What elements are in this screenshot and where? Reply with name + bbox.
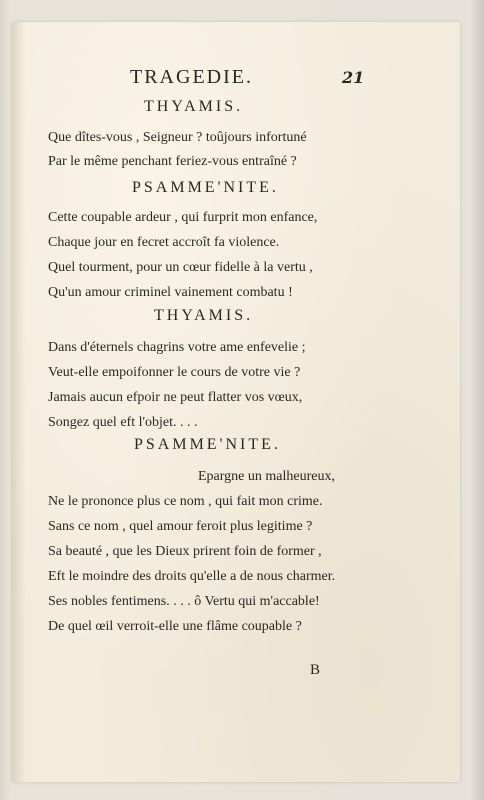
signature-mark: B (310, 662, 321, 678)
speaker-name: THYAMIS. (144, 98, 244, 115)
verse-line: Qu'un amour criminel vainement combatu ! (48, 285, 293, 300)
verse-line: Que dîtes-vous , Seigneur ? toûjours infortuné (48, 130, 307, 145)
page-number: 21 (342, 68, 365, 87)
verse-line: Epargne un malheureux, (198, 469, 335, 484)
verse-line: Chaque jour en fecret accroît fa violence. (48, 235, 280, 250)
speaker-name: THYAMIS. (154, 307, 254, 324)
verse-line: Sans ce nom , quel amour feroit plus legitime ? (48, 519, 313, 534)
book-page (12, 22, 460, 782)
verse-line: Dans d'éternels chagrins votre ame enfevelie ; (48, 340, 306, 355)
verse-line: Jamais aucun efpoir ne peut flatter vos vœux, (48, 390, 303, 405)
verse-line: Ses nobles fentimens. . . . ô Vertu qui m'accable! (48, 594, 320, 609)
speaker-name: PSAMME'NITE. (132, 179, 279, 196)
verse-line: De quel œil verroit-elle une flâme coupable ? (48, 619, 302, 634)
verse-line: Quel tourment, pour un cœur fidelle à la vertu , (48, 260, 313, 275)
verse-line: Eft le moindre des droits qu'elle a de nous charmer. (48, 569, 336, 584)
verse-line: Songez quel eft l'objet. . . . (48, 415, 198, 430)
verse-line: Sa beauté , que les Dieux prirent foin de former , (48, 544, 322, 559)
verse-line: Veut-elle empoifonner le cours de votre vie ? (48, 365, 301, 380)
verse-line: Par le même penchant feriez-vous entraîné ? (48, 154, 297, 169)
speaker-name: PSAMME'NITE. (134, 436, 281, 453)
verse-line: Cette coupable ardeur , qui furprit mon enfance, (48, 210, 318, 225)
page-gutter-shadow (12, 22, 26, 782)
verse-line: Ne le prononce plus ce nom , qui fait mon crime. (48, 494, 323, 509)
running-head: TRAGEDIE. (130, 66, 253, 88)
